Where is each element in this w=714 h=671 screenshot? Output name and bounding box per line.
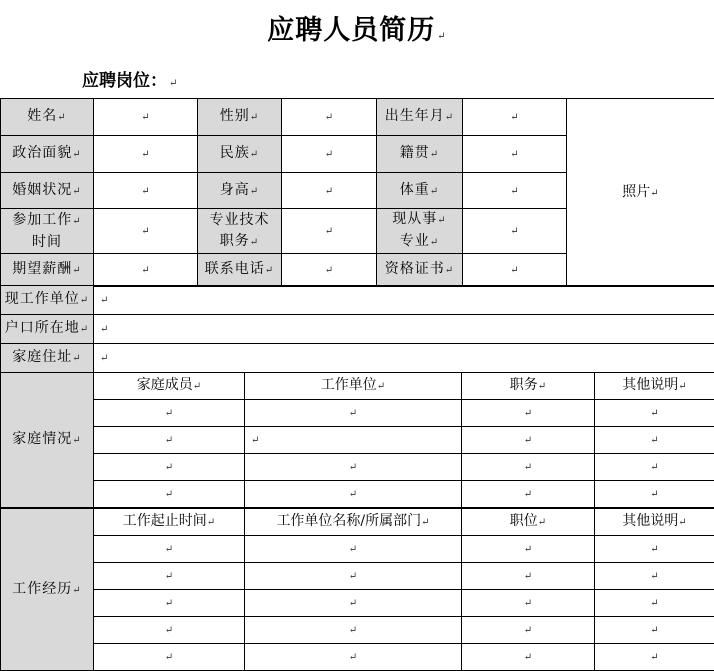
hukou-field[interactable]: ↵ [94, 315, 714, 344]
work-cell[interactable]: ↵ [595, 644, 714, 671]
political-field[interactable]: ↵ [94, 136, 198, 173]
work-cell[interactable]: ↵ [462, 644, 595, 671]
family-cell[interactable]: ↵ [595, 454, 714, 481]
certificate-label: 资格证书↵ [377, 254, 463, 287]
work-cell[interactable]: ↵ [94, 590, 245, 617]
work-cell[interactable]: ↵ [245, 644, 462, 671]
family-cell[interactable]: ↵ [94, 400, 245, 427]
family-header-title: 职务↵ [462, 373, 595, 400]
family-cell[interactable]: ↵ [245, 400, 462, 427]
employer-label: 现工作单位↵ [1, 286, 94, 315]
work-start-label: 参加工作↵ 时间 [1, 209, 94, 254]
work-header-position: 职位↵ [462, 509, 595, 536]
work-start-field[interactable]: ↵ [94, 209, 198, 254]
position-label: 应聘岗位： ↵ [82, 66, 177, 91]
marital-field[interactable]: ↵ [94, 173, 198, 209]
table-row [1, 563, 714, 590]
gender-field[interactable]: ↵ [282, 99, 377, 136]
ethnicity-label: 民族↵ [198, 136, 282, 173]
family-cell[interactable]: ↵ [462, 454, 595, 481]
native-place-label: 籍贯↵ [377, 136, 463, 173]
work-cell[interactable]: ↵ [245, 563, 462, 590]
family-cell[interactable]: ↵ [94, 481, 245, 508]
family-cell[interactable]: ↵ [245, 481, 462, 508]
work-cell[interactable]: ↵ [245, 536, 462, 563]
major-label: 现从事↵ 专业↵ [377, 209, 463, 254]
height-label: 身高↵ [198, 173, 282, 209]
table-row [1, 481, 714, 508]
address-field[interactable]: ↵ [94, 344, 714, 373]
work-cell[interactable]: ↵ [462, 590, 595, 617]
work-cell[interactable]: ↵ [595, 536, 714, 563]
name-label: 姓名↵ [1, 99, 94, 136]
work-header-notes: 其他说明↵ [595, 509, 714, 536]
family-cell[interactable]: ↵ [595, 400, 714, 427]
work-cell[interactable]: ↵ [245, 617, 462, 644]
family-table [0, 372, 714, 508]
work-header-period: 工作起止时间↵ [94, 509, 245, 536]
family-cell[interactable]: ↵ [245, 454, 462, 481]
table-row [1, 644, 714, 671]
salary-field[interactable]: ↵ [94, 254, 198, 287]
work-cell[interactable]: ↵ [94, 644, 245, 671]
employer-field[interactable]: ↵ [94, 286, 714, 315]
height-field[interactable]: ↵ [282, 173, 377, 209]
marital-label: 婚姻状况↵ [1, 173, 94, 209]
work-cell[interactable]: ↵ [595, 590, 714, 617]
tech-title-field[interactable]: ↵ [282, 209, 377, 254]
family-cell[interactable]: ↵ [595, 481, 714, 508]
native-place-field[interactable]: ↵ [463, 136, 567, 173]
phone-field[interactable]: ↵ [282, 254, 377, 287]
family-cell[interactable]: ↵ [462, 400, 595, 427]
political-label: 政治面貌↵ [1, 136, 94, 173]
major-field[interactable]: ↵ [463, 209, 567, 254]
salary-label: 期望薪酬↵ [1, 254, 94, 287]
family-cell[interactable]: ↵ [94, 454, 245, 481]
basic-info-table [0, 98, 714, 287]
table-row [1, 590, 714, 617]
birth-label: 出生年月↵ [377, 99, 463, 136]
work-cell[interactable]: ↵ [462, 563, 595, 590]
hukou-label: 户口所在地↵ [1, 315, 94, 344]
table-row [1, 617, 714, 644]
certificate-field[interactable]: ↵ [463, 254, 567, 287]
table-row [1, 400, 714, 427]
work-cell[interactable]: ↵ [245, 590, 462, 617]
family-header-employer: 工作单位↵ [245, 373, 462, 400]
name-field[interactable]: ↵ [94, 99, 198, 136]
work-cell[interactable]: ↵ [595, 617, 714, 644]
ethnicity-field[interactable]: ↵ [282, 136, 377, 173]
work-cell[interactable]: ↵ [94, 536, 245, 563]
table-row [1, 427, 714, 454]
gender-label: 性别↵ [198, 99, 282, 136]
family-cell[interactable]: ↵ [94, 427, 245, 454]
work-history-table [0, 508, 714, 671]
phone-label: 联系电话↵ [198, 254, 282, 287]
work-history-label: 工作经历↵ [1, 509, 94, 671]
table-row [1, 536, 714, 563]
work-cell[interactable]: ↵ [462, 617, 595, 644]
family-cell[interactable]: ↵ [245, 427, 462, 454]
family-label: 家庭情况↵ [1, 373, 94, 508]
photo-cell[interactable]: 照片↵ [567, 99, 714, 287]
work-cell[interactable]: ↵ [462, 536, 595, 563]
family-cell[interactable]: ↵ [462, 481, 595, 508]
page-title: 应聘人员简历 ↵ [0, 8, 714, 47]
address-table [0, 285, 714, 373]
address-label: 家庭住址↵ [1, 344, 94, 373]
birth-field[interactable]: ↵ [463, 99, 567, 136]
weight-label: 体重↵ [377, 173, 463, 209]
family-cell[interactable]: ↵ [595, 427, 714, 454]
work-cell[interactable]: ↵ [94, 617, 245, 644]
weight-field[interactable]: ↵ [463, 173, 567, 209]
table-row [1, 454, 714, 481]
work-cell[interactable]: ↵ [595, 563, 714, 590]
family-header-notes: 其他说明↵ [595, 373, 714, 400]
family-header-member: 家庭成员↵ [94, 373, 245, 400]
work-cell[interactable]: ↵ [94, 563, 245, 590]
work-header-employer: 工作单位名称/所属部门↵ [245, 509, 462, 536]
tech-title-label: 专业技术 职务↵ [198, 209, 282, 254]
family-cell[interactable]: ↵ [462, 427, 595, 454]
